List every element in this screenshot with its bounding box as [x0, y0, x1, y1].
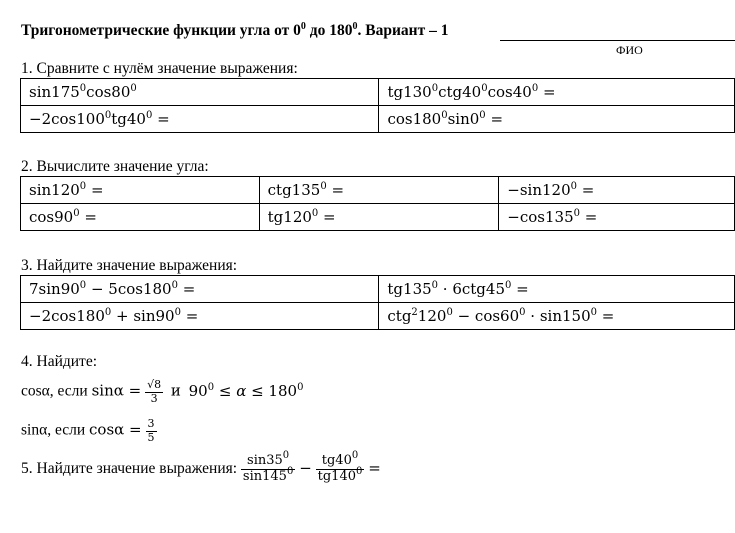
fio-underline[interactable] — [500, 40, 735, 41]
s3-cell-4: $ctg^2120^0 - \cos 60^0 \cdot \sin 150^0$ = — [379, 303, 735, 330]
s4-line1-num: √8 — [147, 378, 162, 391]
s5-frac2-num: $tg40^0$ — [316, 454, 365, 470]
section4-heading: 4. Найдите: — [21, 353, 98, 370]
fio-label: ФИО — [616, 43, 643, 57]
s4-line1 — [21, 379, 303, 405]
section5-heading: 5. Найдите значение выражения: — [21, 460, 238, 477]
section3-table — [20, 275, 735, 330]
s5-line — [21, 450, 381, 485]
section2-heading: 2. Вычислите значение угла: — [21, 158, 209, 175]
s4-line1-range: $90^0 \le \alpha \le 180^0$ — [188, 381, 304, 400]
s2-cell-5: $tg120^0$ = — [259, 204, 499, 231]
s1-cell-2: $tg130^0ctg40^0\cos 40^0$ = — [379, 79, 735, 106]
s4-line1-text: cosα, если — [21, 382, 88, 400]
s2-cell-6: $-\cos 135^0$ = — [499, 204, 735, 231]
s5-frac2 — [316, 450, 365, 485]
s2-cell-3: $-\sin 120^0$ = — [499, 177, 735, 204]
s4-line2-den: 5 — [147, 430, 155, 444]
s1-cell-1: $\sin 175^0\cos 80^0$ — [21, 79, 379, 106]
s5-equals: = — [368, 459, 381, 477]
s4-line2-frac — [146, 418, 157, 444]
s2-cell-2: $ctg135^0$ = — [259, 177, 499, 204]
section2-table — [20, 176, 735, 231]
s4-line2-func: cosα = — [89, 420, 142, 439]
section3-heading: 3. Найдите значение выражения: — [21, 257, 238, 274]
s4-line2-text: sinα, если — [21, 421, 86, 439]
section1-table — [20, 78, 735, 133]
s2-cell-1: $\sin 120^0$ = — [21, 177, 260, 204]
s5-frac2-den: $tg140^0$ — [317, 465, 363, 484]
s5-frac1 — [241, 450, 295, 485]
s4-line1-func: sinα = — [91, 381, 142, 400]
s5-frac1-den: $\sin 145^0$ — [242, 465, 294, 484]
s1-cell-4: $\cos 180^0\sin 0^0$ = — [379, 106, 735, 133]
s1-cell-3: $-2\cos 100^0tg40^0$ = — [21, 106, 379, 133]
s4-line1-conj: и — [170, 381, 181, 400]
page-title: Тригонометрические функции угла от $0^0$ до $180^0$. Вариант – 1 — [21, 21, 449, 39]
s3-cell-2: $tg135^0 \cdot 6ctg45^0$ = — [379, 276, 735, 303]
s2-cell-4: $\cos 90^0$ = — [21, 204, 260, 231]
section1-heading: 1. Сравните с нулём значение выражения: — [21, 60, 298, 77]
s5-frac1-num: $\sin 35^0$ — [241, 454, 295, 470]
s3-cell-3: $-2\cos 180^0 + \sin 90^0$ = — [21, 303, 379, 330]
s5-minus: − — [299, 459, 312, 477]
s4-line1-frac — [145, 379, 163, 405]
s4-line1-den: 3 — [150, 391, 158, 405]
s4-line2 — [21, 418, 157, 444]
s4-line2-num: 3 — [147, 417, 155, 430]
s3-cell-1: $7\sin 90^0 - 5\cos 180^0$ = — [21, 276, 379, 303]
